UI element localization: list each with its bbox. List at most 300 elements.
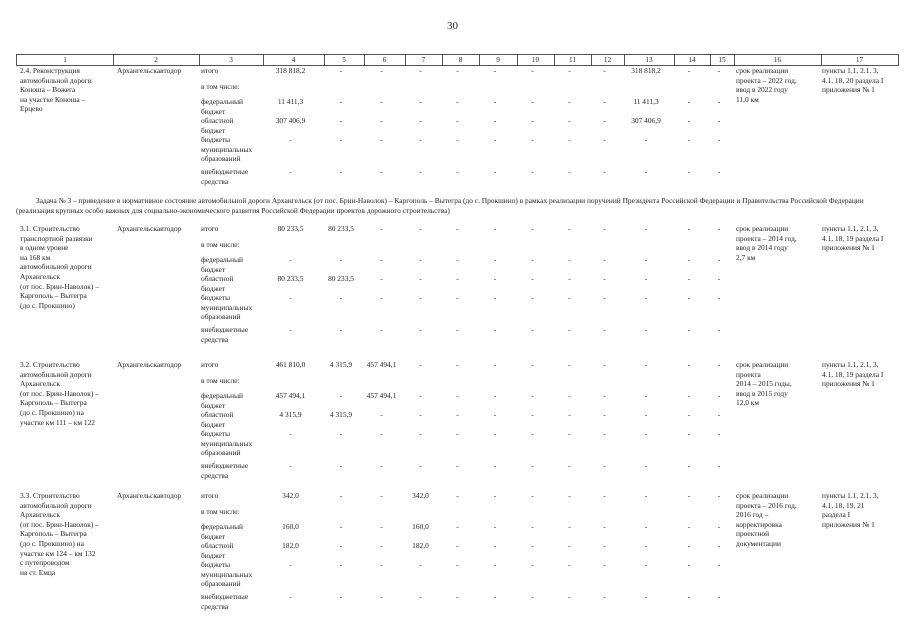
value-municipal-col10: - bbox=[531, 560, 534, 569]
value-federal-col11: - bbox=[568, 522, 571, 531]
value-extrabudget-col5: - bbox=[339, 461, 343, 470]
legal-points-line: приложения № 1 bbox=[822, 85, 875, 95]
value-extrabudget-col7: - bbox=[419, 461, 422, 470]
value-total-col5: 80 233,5 bbox=[328, 224, 354, 233]
value-municipal-col11: - bbox=[568, 135, 571, 144]
fund-regional-label-line: областной bbox=[201, 541, 234, 550]
value-regional-col8: - bbox=[456, 116, 459, 125]
column-divider bbox=[821, 55, 822, 65]
value-total-col9: - bbox=[493, 66, 497, 75]
value-municipal-col6: - bbox=[380, 135, 383, 144]
value-extrabudget-col13: - bbox=[644, 167, 648, 176]
column-header-7: 7 bbox=[421, 56, 426, 64]
fund-federal-label-line: бюджет bbox=[201, 106, 226, 116]
value-total-col11: - bbox=[568, 224, 571, 233]
value-regional-col4: 4 315,9 bbox=[279, 410, 302, 419]
value-federal-col14: - bbox=[687, 522, 691, 531]
legal-points-line: пункты 1.1, 2.1, 3, bbox=[822, 491, 879, 500]
value-municipal-col12: - bbox=[603, 293, 606, 302]
project-name-line: 3.2. Строительство bbox=[20, 360, 80, 369]
fund-regional-label-line: областной bbox=[201, 274, 234, 283]
project-name-line: (до с. Прокшино) bbox=[20, 300, 75, 310]
value-municipal-col6: - bbox=[380, 429, 383, 438]
value-federal-col4: 11 411,3 bbox=[277, 97, 304, 106]
executor: Архангельскавтодор bbox=[117, 66, 182, 75]
value-federal-col12: - bbox=[603, 522, 606, 531]
column-header-12: 12 bbox=[603, 56, 612, 64]
project-name-line: Каргополь – Вытегра bbox=[20, 529, 87, 539]
value-federal-col4: - bbox=[289, 255, 292, 264]
value-regional-col4: 80 233,5 bbox=[277, 274, 304, 283]
value-extrabudget-col6: - bbox=[380, 592, 383, 601]
value-total-col4: 342,0 bbox=[282, 491, 299, 500]
result-line: проекта bbox=[736, 369, 761, 379]
value-federal-col9: - bbox=[493, 391, 497, 400]
value-regional-col7: 182,0 bbox=[412, 541, 429, 550]
executor: Архангельскавтодор bbox=[117, 491, 182, 500]
value-regional-col14: - bbox=[687, 410, 691, 419]
result-line: проекта – 2016 год, bbox=[736, 500, 797, 510]
column-header-2: 2 bbox=[154, 56, 158, 64]
task-heading-line-2: Российской Федерации (реализация крупных особо важных для социально-экономического развития Российской Федерации проектов дорожного строительства) bbox=[16, 196, 864, 215]
legal-points-line: 4.1, 18, 20 раздела I bbox=[822, 75, 884, 85]
fund-municipal-label-line: образований bbox=[201, 579, 241, 589]
fund-municipal-label-line: образований bbox=[201, 154, 241, 164]
value-federal-col13: - bbox=[644, 255, 648, 264]
legal-points-line: приложения № 1 bbox=[822, 243, 875, 253]
value-regional-col8: - bbox=[456, 410, 459, 419]
project-name-line: 3.3. Строительство bbox=[20, 491, 80, 500]
value-total-col10: - bbox=[531, 66, 534, 75]
value-regional-col10: - bbox=[531, 116, 534, 125]
value-municipal-col14: - bbox=[687, 560, 691, 569]
column-divider bbox=[734, 55, 735, 65]
value-total-col13: 318 818,2 bbox=[631, 66, 661, 75]
project-name-line: Архангельск bbox=[20, 510, 61, 520]
project-name-line: на 168 км bbox=[20, 252, 51, 262]
value-regional-col4: 182,0 bbox=[282, 541, 299, 550]
value-municipal-col12: - bbox=[603, 560, 606, 569]
project-name-line: (до с. Прокшино) на bbox=[20, 408, 84, 417]
value-municipal-col6: - bbox=[380, 293, 383, 302]
value-regional-col15: - bbox=[717, 410, 721, 419]
value-regional-col14: - bbox=[687, 274, 691, 283]
fund-including-label: в том числе: bbox=[201, 82, 240, 91]
value-total-col5: - bbox=[339, 66, 343, 75]
column-header-8: 8 bbox=[458, 56, 463, 64]
value-municipal-col8: - bbox=[456, 429, 459, 438]
value-regional-col5: - bbox=[339, 541, 343, 550]
project-name-line: участке км 111 – км 122 bbox=[20, 417, 95, 427]
value-extrabudget-col4: - bbox=[289, 167, 292, 176]
value-federal-col10: - bbox=[531, 391, 534, 400]
value-federal-col11: - bbox=[568, 97, 571, 106]
value-total-col13: - bbox=[644, 360, 648, 369]
value-municipal-col13: - bbox=[644, 429, 648, 438]
result-line: проекта – 2014 год, bbox=[736, 233, 797, 243]
value-regional-col5: 4 315,9 bbox=[329, 410, 353, 419]
value-municipal-col15: - bbox=[717, 135, 721, 144]
value-extrabudget-col7: - bbox=[419, 325, 422, 334]
value-regional-col11: - bbox=[568, 541, 571, 550]
value-municipal-col12: - bbox=[603, 429, 606, 438]
value-federal-col5: - bbox=[339, 522, 343, 531]
value-regional-col11: - bbox=[568, 116, 571, 125]
value-federal-col9: - bbox=[493, 522, 497, 531]
value-federal-col6: - bbox=[380, 255, 383, 264]
value-regional-col8: - bbox=[456, 541, 459, 550]
value-extrabudget-col8: - bbox=[456, 592, 459, 601]
project-name-line: на ст. Емца bbox=[20, 567, 56, 577]
project-name-line: Коноша – Вожега bbox=[20, 85, 76, 95]
value-regional-col6: - bbox=[380, 541, 383, 550]
value-federal-col15: - bbox=[717, 522, 721, 531]
value-extrabudget-col11: - bbox=[568, 167, 571, 176]
value-extrabudget-col5: - bbox=[339, 167, 343, 176]
value-total-col8: - bbox=[456, 491, 459, 500]
result-line: ввод в 2014 году bbox=[736, 243, 788, 253]
value-municipal-col10: - bbox=[531, 429, 534, 438]
value-extrabudget-col8: - bbox=[456, 167, 459, 176]
value-total-col4: 80 233,5 bbox=[277, 224, 304, 233]
fund-total-label: итого bbox=[201, 491, 219, 500]
value-municipal-col15: - bbox=[717, 293, 721, 302]
value-extrabudget-col15: - bbox=[717, 461, 721, 470]
project-name-line: (от пос. Брин-Наволок) – bbox=[20, 388, 99, 398]
value-extrabudget-col13: - bbox=[644, 325, 648, 334]
value-federal-col4: 457 494,1 bbox=[275, 391, 306, 400]
value-total-col10: - bbox=[531, 491, 534, 500]
value-total-col12: - bbox=[603, 491, 606, 500]
result-line: 2,7 км bbox=[736, 252, 756, 262]
result-line: ввод в 2022 году bbox=[736, 85, 788, 95]
value-municipal-col8: - bbox=[456, 560, 459, 569]
value-federal-col7: - bbox=[419, 97, 422, 106]
value-extrabudget-col9: - bbox=[493, 461, 497, 470]
result-line: срок реализации bbox=[736, 360, 789, 369]
legal-points-line: 4.1, 18, 19, 21 bbox=[822, 500, 865, 510]
project-name-line: 3.1. Строительство bbox=[20, 224, 80, 233]
value-extrabudget-col4: - bbox=[289, 592, 292, 601]
value-total-col7: 342,0 bbox=[412, 491, 429, 500]
value-regional-col13: 307 406,9 bbox=[631, 116, 661, 125]
column-header-16: 16 bbox=[773, 56, 782, 64]
fund-extrabudget-label-line: внебюджетные bbox=[201, 461, 249, 470]
value-federal-col8: - bbox=[456, 522, 459, 531]
value-total-col11: - bbox=[568, 360, 571, 369]
value-municipal-col13: - bbox=[644, 560, 648, 569]
value-extrabudget-col5: - bbox=[339, 592, 343, 601]
fund-federal-label-line: федеральный bbox=[201, 522, 243, 531]
column-divider bbox=[113, 55, 114, 65]
value-municipal-col7: - bbox=[419, 293, 422, 302]
value-federal-col4: 160,0 bbox=[282, 522, 299, 531]
value-federal-col9: - bbox=[493, 97, 497, 106]
value-municipal-col14: - bbox=[687, 429, 691, 438]
value-extrabudget-col14: - bbox=[687, 325, 691, 334]
fund-municipal-label-line: муниципальных bbox=[201, 302, 253, 312]
value-regional-col14: - bbox=[687, 541, 691, 550]
value-extrabudget-col12: - bbox=[603, 325, 606, 334]
legal-points-line: приложения № 1 bbox=[822, 379, 875, 389]
fund-federal-label-line: бюджет bbox=[201, 400, 226, 410]
legal-points-line: пункты 1.1, 2.1, 3, bbox=[822, 224, 879, 233]
legal-points-line: пункты 1.1, 2.1, 3, bbox=[822, 66, 879, 75]
value-municipal-col6: - bbox=[380, 560, 383, 569]
column-divider bbox=[624, 55, 625, 65]
result-line: срок реализации bbox=[736, 224, 789, 233]
value-extrabudget-col15: - bbox=[717, 167, 721, 176]
legal-points-line: приложения № 1 bbox=[822, 519, 875, 529]
value-municipal-col4: - bbox=[289, 429, 292, 438]
value-federal-col10: - bbox=[531, 522, 534, 531]
value-total-col5: - bbox=[339, 491, 343, 500]
fund-regional-label-line: областной bbox=[201, 410, 234, 419]
result-line: 12,0 км bbox=[736, 398, 760, 408]
column-header-14: 14 bbox=[688, 56, 696, 64]
value-municipal-col4: - bbox=[289, 135, 292, 144]
column-header-13: 13 bbox=[645, 56, 653, 64]
task-heading-line-1: Задача № 3 – приведение в нормативное состояние автомобильной дороги Архангельск (от пос. Брин-Наволок) – Каргополь – Вытегра (до с. Прокшино) в рамках реализации поручений Президента Российской Федерации и Правительства bbox=[36, 196, 789, 205]
result-line: 2016 год – bbox=[736, 510, 769, 520]
value-municipal-col11: - bbox=[568, 429, 571, 438]
value-municipal-col11: - bbox=[568, 560, 571, 569]
value-federal-col14: - bbox=[687, 391, 691, 400]
value-regional-col4: 307 406,9 bbox=[275, 116, 306, 125]
value-total-col6: 457 494,1 bbox=[366, 360, 397, 369]
fund-municipal-label-line: бюджеты bbox=[201, 560, 231, 569]
value-federal-col9: - bbox=[493, 255, 497, 264]
value-total-col14: - bbox=[687, 66, 691, 75]
value-federal-col11: - bbox=[568, 391, 571, 400]
fund-regional-label-line: областной bbox=[201, 116, 234, 125]
value-total-col5: 4 315,9 bbox=[329, 360, 353, 369]
project-name-line: автомобильной дороги bbox=[20, 262, 92, 272]
value-municipal-col7: - bbox=[419, 560, 422, 569]
value-regional-col6: - bbox=[380, 410, 383, 419]
value-total-col11: - bbox=[568, 491, 571, 500]
value-regional-col9: - bbox=[493, 541, 497, 550]
fund-extrabudget-label-line: средства bbox=[201, 334, 229, 344]
value-municipal-col7: - bbox=[419, 135, 422, 144]
project-name-line: автомобильной дороги bbox=[20, 369, 92, 379]
value-total-col13: - bbox=[644, 491, 648, 500]
value-federal-col7: - bbox=[419, 391, 422, 400]
value-regional-col7: - bbox=[419, 116, 422, 125]
fund-including-label: в том числе: bbox=[201, 240, 240, 249]
task-heading bbox=[16, 196, 896, 215]
value-total-col9: - bbox=[493, 360, 497, 369]
value-federal-col11: - bbox=[568, 255, 571, 264]
value-regional-col14: - bbox=[687, 116, 691, 125]
value-federal-col8: - bbox=[456, 391, 459, 400]
value-federal-col12: - bbox=[603, 391, 606, 400]
value-extrabudget-col12: - bbox=[603, 592, 606, 601]
value-regional-col12: - bbox=[603, 116, 606, 125]
value-total-col10: - bbox=[531, 360, 534, 369]
value-extrabudget-col13: - bbox=[644, 461, 648, 470]
project-name-line: Архангельск bbox=[20, 379, 61, 389]
value-total-col7: - bbox=[419, 360, 422, 369]
value-total-col6: - bbox=[380, 491, 383, 500]
value-regional-col13: - bbox=[644, 541, 648, 550]
value-total-col4: 318 818,2 bbox=[275, 66, 306, 75]
value-total-col12: - bbox=[603, 66, 606, 75]
value-regional-col15: - bbox=[717, 541, 721, 550]
value-federal-col12: - bbox=[603, 97, 606, 106]
value-extrabudget-col15: - bbox=[717, 325, 721, 334]
fund-including-label: в том числе: bbox=[201, 376, 240, 385]
column-divider bbox=[442, 55, 443, 65]
fund-federal-label-line: федеральный bbox=[201, 391, 243, 400]
column-divider bbox=[479, 55, 480, 65]
page-number: 30 bbox=[447, 20, 458, 32]
value-extrabudget-col10: - bbox=[531, 167, 534, 176]
value-extrabudget-col10: - bbox=[531, 325, 534, 334]
value-municipal-col15: - bbox=[717, 429, 721, 438]
value-total-col15: - bbox=[717, 66, 721, 75]
result-line: проектной bbox=[736, 529, 770, 539]
fund-extrabudget-label-line: внебюджетные bbox=[201, 325, 249, 334]
value-municipal-col11: - bbox=[568, 293, 571, 302]
fund-total-label: итого bbox=[201, 66, 219, 75]
value-total-col12: - bbox=[603, 224, 606, 233]
value-regional-col12: - bbox=[603, 410, 606, 419]
value-federal-col5: - bbox=[339, 97, 343, 106]
fund-regional-label-line: бюджет bbox=[201, 283, 226, 293]
value-federal-col12: - bbox=[603, 255, 606, 264]
column-divider bbox=[674, 55, 675, 65]
value-total-col8: - bbox=[456, 224, 459, 233]
value-total-col14: - bbox=[687, 224, 691, 233]
value-federal-col14: - bbox=[687, 255, 691, 264]
fund-regional-label-line: бюджет bbox=[201, 125, 226, 135]
value-extrabudget-col15: - bbox=[717, 592, 721, 601]
value-municipal-col5: - bbox=[339, 293, 343, 302]
project-name-line: на участке Коноша – bbox=[20, 94, 86, 104]
value-municipal-col9: - bbox=[493, 135, 497, 144]
legal-points-line: пункты 1.1, 2.1, 3, bbox=[822, 360, 879, 369]
value-extrabudget-col12: - bbox=[603, 461, 606, 470]
result-line: ввод в 2015 году bbox=[736, 388, 788, 398]
fund-municipal-label-line: образований bbox=[201, 312, 241, 322]
fund-regional-label-line: бюджет bbox=[201, 550, 226, 560]
column-number-header bbox=[16, 54, 899, 66]
value-federal-col10: - bbox=[531, 97, 534, 106]
value-regional-col12: - bbox=[603, 541, 606, 550]
value-regional-col9: - bbox=[493, 274, 497, 283]
value-total-col6: - bbox=[380, 66, 383, 75]
value-total-col9: - bbox=[493, 224, 497, 233]
value-extrabudget-col9: - bbox=[493, 167, 497, 176]
value-extrabudget-col9: - bbox=[493, 325, 497, 334]
result-line: проекта – 2022 год, bbox=[736, 75, 797, 85]
value-extrabudget-col4: - bbox=[289, 461, 292, 470]
value-extrabudget-col6: - bbox=[380, 167, 383, 176]
value-extrabudget-col6: - bbox=[380, 325, 383, 334]
value-total-col11: - bbox=[568, 66, 571, 75]
project-name-line: транспортной развязки bbox=[20, 233, 93, 243]
value-total-col8: - bbox=[456, 360, 459, 369]
project-name-line: 2.4. Реконструкция bbox=[20, 66, 80, 75]
value-extrabudget-col10: - bbox=[531, 461, 534, 470]
project-name-line: Ерцево bbox=[20, 104, 43, 114]
value-federal-col6: - bbox=[380, 522, 383, 531]
project-name-line: в одном уровне bbox=[20, 243, 69, 253]
value-municipal-col14: - bbox=[687, 293, 691, 302]
value-total-col8: - bbox=[456, 66, 459, 75]
value-regional-col6: - bbox=[380, 116, 383, 125]
value-total-col14: - bbox=[687, 360, 691, 369]
column-divider bbox=[554, 55, 555, 65]
value-total-col15: - bbox=[717, 491, 721, 500]
value-federal-col7: 160,0 bbox=[412, 522, 429, 531]
value-extrabudget-col7: - bbox=[419, 592, 422, 601]
result-line: срок реализации bbox=[736, 491, 789, 500]
value-regional-col10: - bbox=[531, 274, 534, 283]
value-regional-col9: - bbox=[493, 116, 497, 125]
fund-total-label: итого bbox=[201, 360, 219, 369]
fund-total-label: итого bbox=[201, 224, 219, 233]
column-divider bbox=[324, 55, 325, 65]
value-regional-col13: - bbox=[644, 410, 648, 419]
executor: Архангельскавтодор bbox=[117, 360, 182, 369]
value-extrabudget-col14: - bbox=[687, 461, 691, 470]
project-name-line: (от пос. Брин-Наволок) – bbox=[20, 519, 99, 529]
value-municipal-col4: - bbox=[289, 560, 292, 569]
value-municipal-col15: - bbox=[717, 560, 721, 569]
column-divider bbox=[517, 55, 518, 65]
value-total-col4: 461 810,0 bbox=[275, 360, 306, 369]
value-municipal-col9: - bbox=[493, 560, 497, 569]
value-total-col6: - bbox=[380, 224, 383, 233]
fund-municipal-label-line: бюджеты bbox=[201, 135, 231, 144]
column-header-10: 10 bbox=[531, 56, 540, 64]
value-federal-col15: - bbox=[717, 255, 721, 264]
column-header-9: 9 bbox=[496, 56, 500, 64]
value-total-col7: - bbox=[419, 224, 422, 233]
value-regional-col9: - bbox=[493, 410, 497, 419]
fund-including-label: в том числе: bbox=[201, 507, 240, 516]
value-regional-col5: - bbox=[339, 116, 343, 125]
executor: Архангельскавтодор bbox=[117, 224, 182, 233]
value-municipal-col7: - bbox=[419, 429, 422, 438]
value-municipal-col5: - bbox=[339, 135, 343, 144]
result-line: 2014 – 2015 годы, bbox=[736, 379, 792, 389]
value-federal-col15: - bbox=[717, 97, 721, 106]
fund-municipal-label-line: муниципальных bbox=[201, 144, 253, 154]
value-extrabudget-col11: - bbox=[568, 461, 571, 470]
column-header-17: 17 bbox=[855, 56, 864, 64]
result-line: корректировка bbox=[736, 519, 782, 529]
value-federal-col13: - bbox=[644, 391, 648, 400]
value-municipal-col8: - bbox=[456, 135, 459, 144]
value-regional-col10: - bbox=[531, 541, 534, 550]
result-line: 11,0 км bbox=[736, 94, 759, 104]
fund-federal-label-line: бюджет bbox=[201, 264, 226, 274]
column-divider bbox=[710, 55, 711, 65]
value-municipal-col10: - bbox=[531, 135, 534, 144]
value-federal-col15: - bbox=[717, 391, 721, 400]
fund-extrabudget-label-line: средства bbox=[201, 176, 229, 186]
value-municipal-col5: - bbox=[339, 560, 343, 569]
value-municipal-col12: - bbox=[603, 135, 606, 144]
project-name-line: (до с. Прокшино) на bbox=[20, 539, 84, 548]
fund-federal-label-line: федеральный bbox=[201, 255, 243, 264]
value-federal-col6: 457 494,1 bbox=[366, 391, 397, 400]
value-municipal-col13: - bbox=[644, 135, 648, 144]
value-regional-col6: - bbox=[380, 274, 383, 283]
